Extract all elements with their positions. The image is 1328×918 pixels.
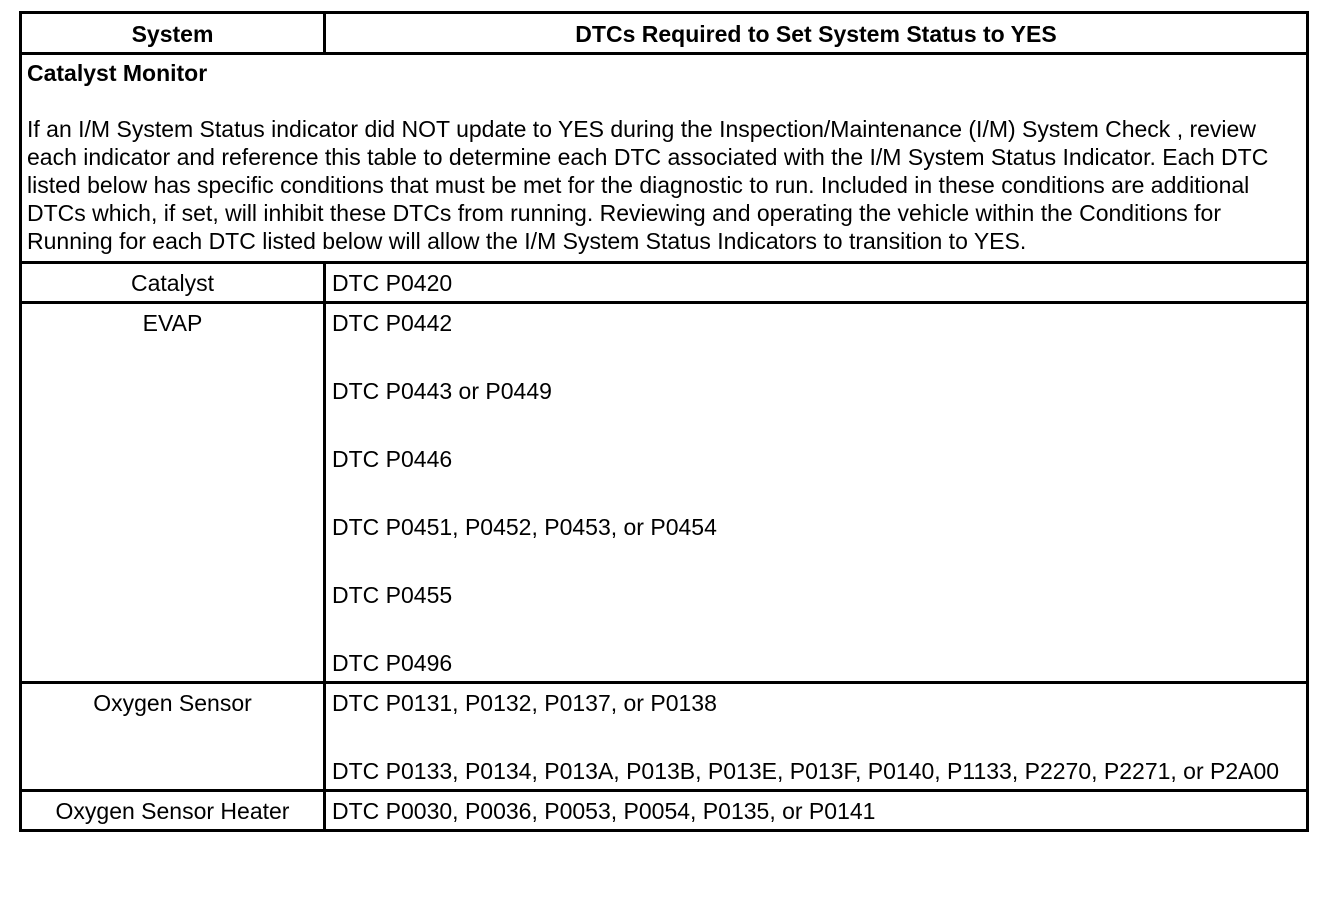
intro-text: If an I/M System Status indicator did NOT update to YES during the Inspection/Maintenance (I/M) System Check , review each indicator and reference this table to determine each DTC associated with the I/M System Status Indicator. Each DTC listed below has specific conditions that must be met for the diagnostic to run. Included in these conditions are additional DTCs which, if set, will inhibit these DTCs from running. Reviewing and operating the vehicle within the Conditions for Running for each DTC listed below will allow the I/M System Status Indicators to transition to YES. — [27, 116, 1269, 254]
dtc-cell — [325, 791, 1308, 831]
header-system: System — [21, 13, 325, 54]
intro-cell — [21, 54, 1308, 263]
table-row — [21, 683, 1308, 791]
dtc-entry: DTC P0133, P0134, P013A, P013B, P013E, P013F, P0140, P1133, P2270, P2271, or P2A00 — [332, 758, 1280, 784]
table-row — [21, 791, 1308, 831]
system-cell: Oxygen Sensor Heater — [21, 791, 325, 831]
intro-row — [21, 54, 1308, 263]
dtc-cell — [325, 303, 1308, 683]
intro-title: Catalyst Monitor — [27, 60, 208, 86]
dtc-entry: DTC P0442 — [332, 310, 453, 336]
dtc-entry: DTC P0420 — [332, 270, 453, 296]
dtc-entry: DTC P0496 — [332, 650, 453, 676]
system-cell: Catalyst — [21, 263, 325, 303]
table-row — [21, 263, 1308, 303]
dtc-entry: DTC P0446 — [332, 446, 453, 472]
dtc-system-status-table — [19, 11, 1309, 832]
dtc-entry: DTC P0131, P0132, P0137, or P0138 — [332, 690, 717, 716]
dtc-cell — [325, 263, 1308, 303]
system-cell: Oxygen Sensor — [21, 683, 325, 791]
table-row — [21, 303, 1308, 683]
system-cell: EVAP — [21, 303, 325, 683]
dtc-entry: DTC P0451, P0452, P0453, or P0454 — [332, 514, 717, 540]
dtc-entry: DTC P0443 or P0449 — [332, 378, 552, 404]
dtc-cell — [325, 683, 1308, 791]
dtc-entry: DTC P0455 — [332, 582, 453, 608]
header-dtcs: DTCs Required to Set System Status to YES — [325, 13, 1308, 54]
header-row — [21, 13, 1308, 54]
dtc-entry: DTC P0030, P0036, P0053, P0054, P0135, or P0141 — [332, 798, 876, 824]
